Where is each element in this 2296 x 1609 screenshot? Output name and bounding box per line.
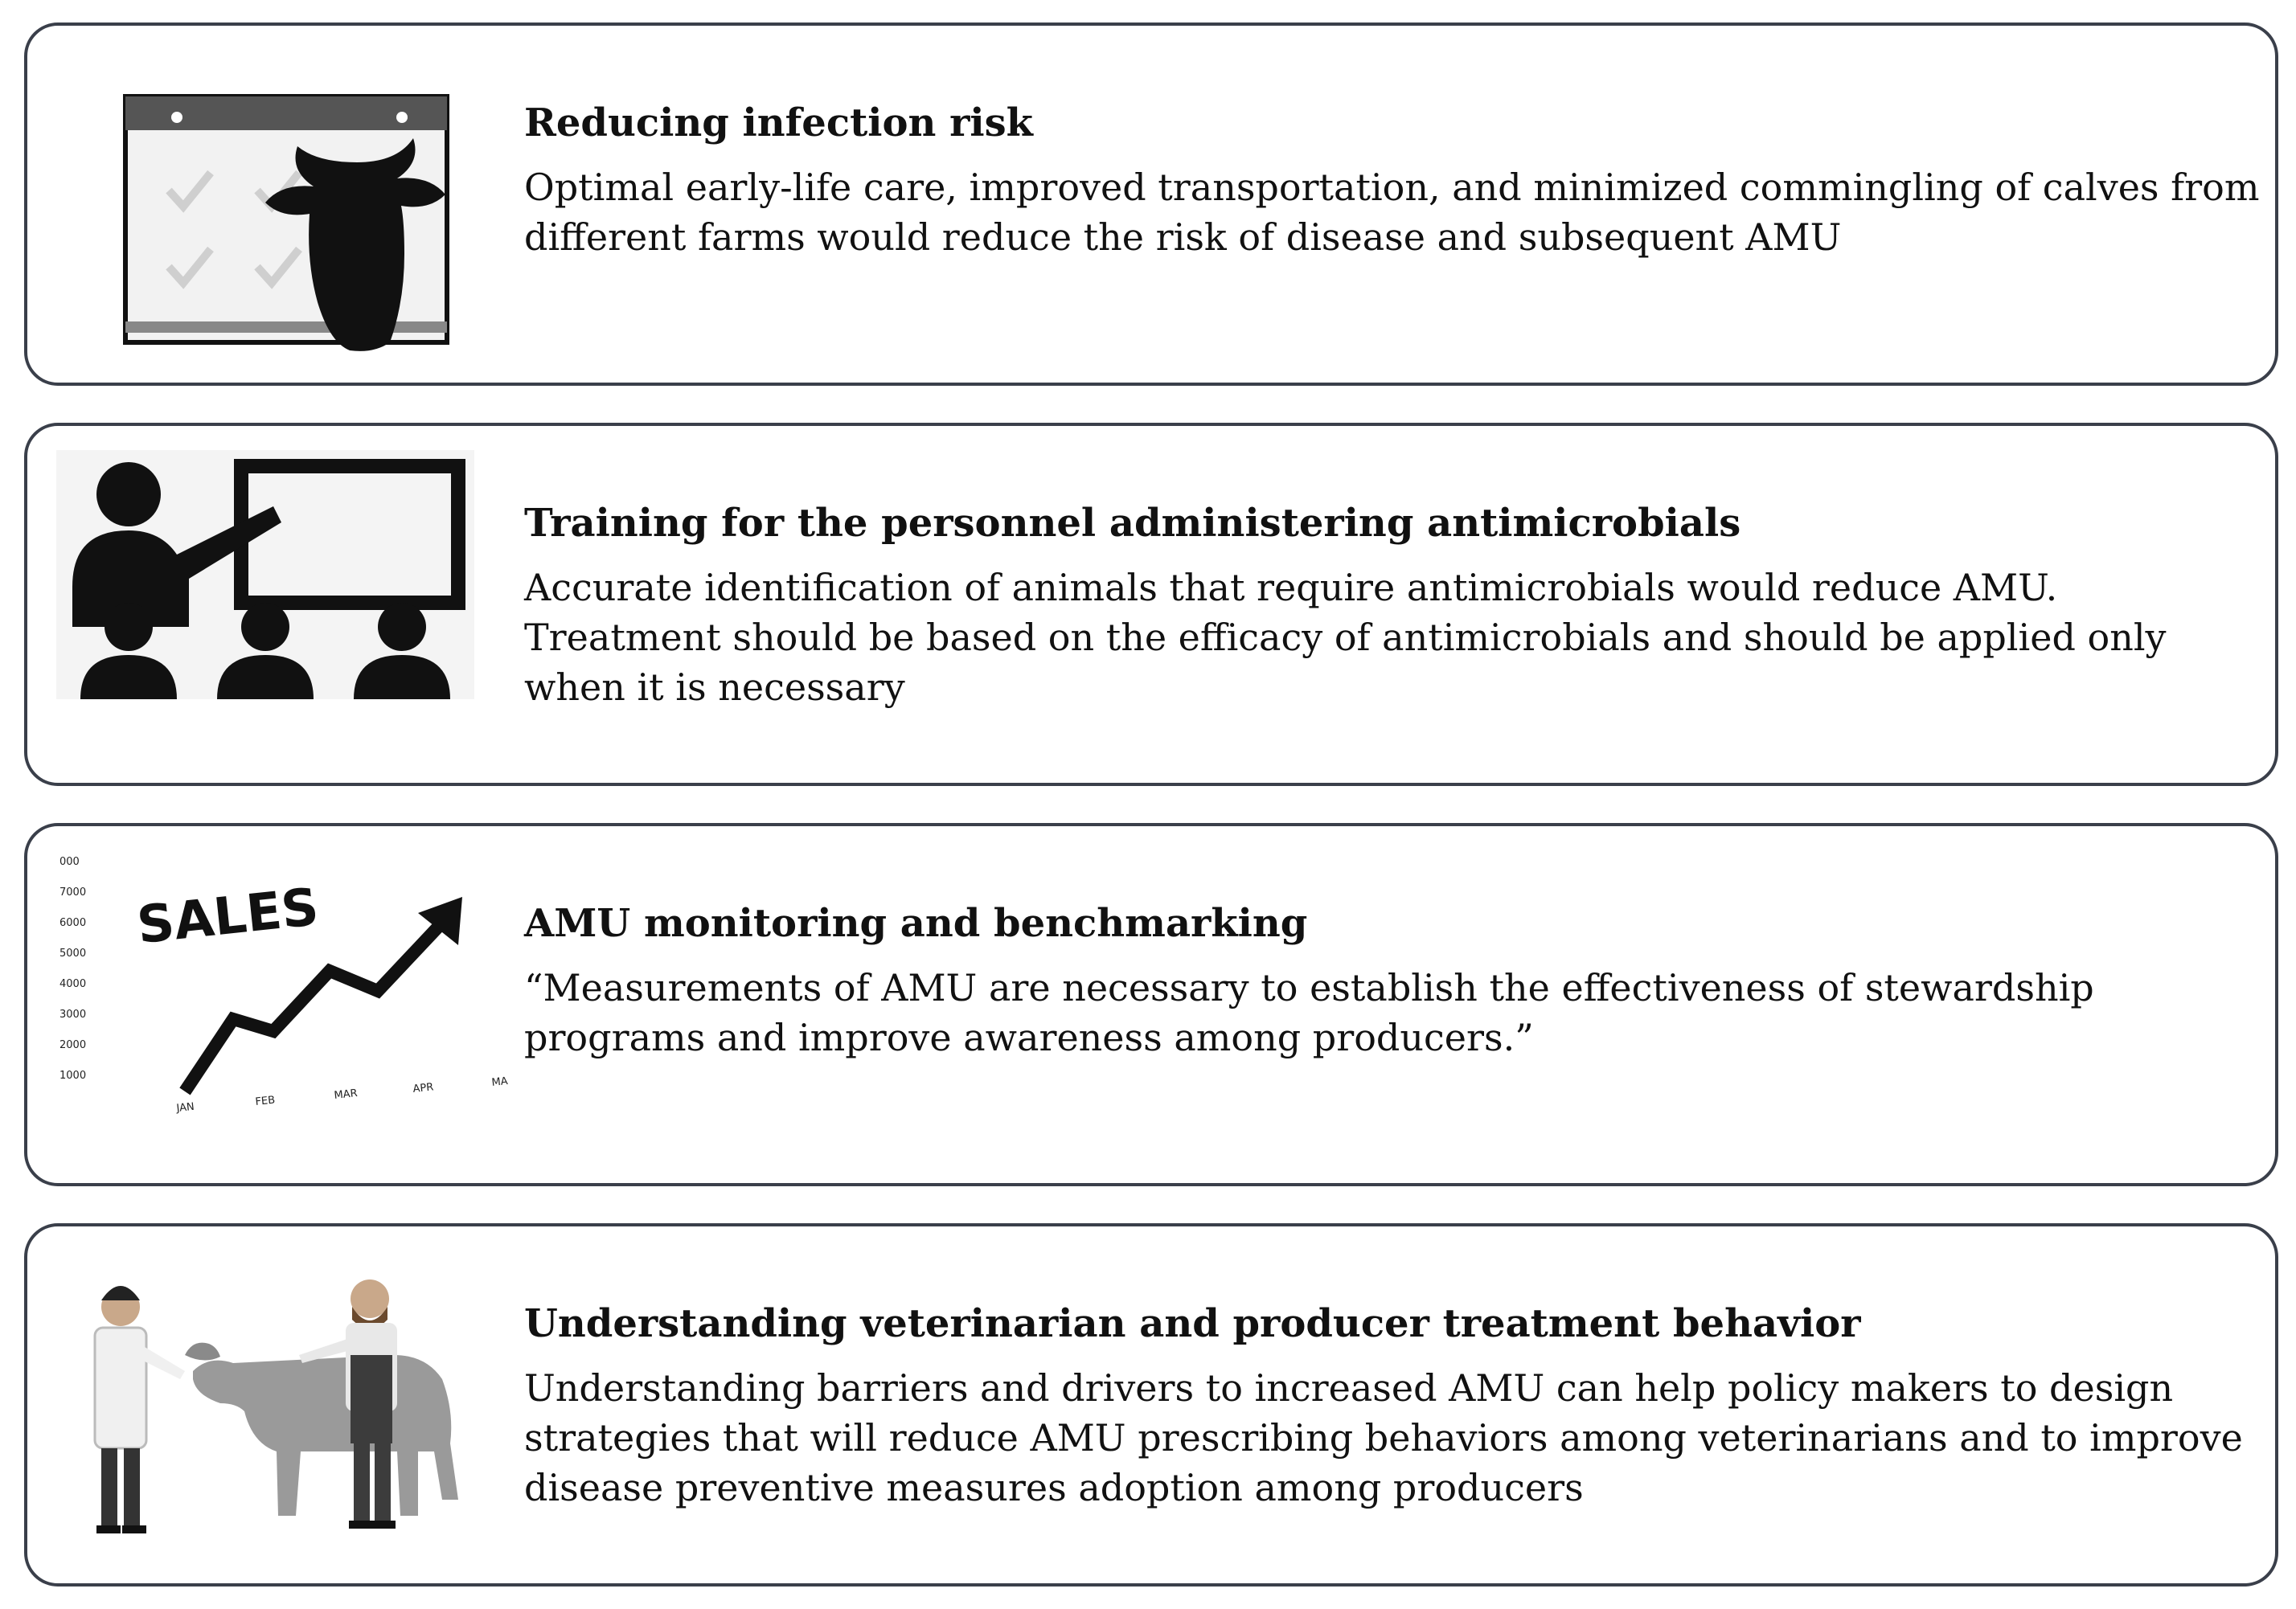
sales-x-tick: MA bbox=[490, 1075, 509, 1089]
panel-body: “Measurements of AMU are necessary to establish the effectiveness of stewardship programs and improve awareness among producers.” bbox=[524, 966, 2094, 1059]
sales-label: SALES bbox=[134, 877, 322, 956]
sales-x-tick: APR bbox=[412, 1081, 435, 1095]
calendar-cow-icon bbox=[56, 50, 523, 363]
panel-body: Accurate identification of animals that require antimicrobials would reduce AMU. Treatment should be based on the efficacy of antimicrobials and should be applied only when it is necessary bbox=[524, 566, 2167, 709]
vet-producer-cow-icon bbox=[56, 1251, 523, 1564]
training-presentation-icon bbox=[56, 450, 523, 764]
panel-vet-producer-behavior bbox=[24, 1223, 2278, 1586]
panel-body: Understanding barriers and drivers to increased AMU can help policy makers to design strategies that will reduce AMU prescribing behaviors among veterinarians and to improve disease preventive measures adoption among producers bbox=[524, 1366, 2243, 1509]
panel-training-personnel bbox=[24, 423, 2278, 786]
panel-title: Reducing infection risk bbox=[524, 100, 1033, 145]
sales-y-tick: 5000 bbox=[59, 948, 87, 960]
sales-y-tick: 6000 bbox=[59, 917, 87, 929]
sales-y-tick: 000 bbox=[59, 856, 80, 868]
sales-y-tick: 1000 bbox=[59, 1070, 87, 1082]
sales-x-tick: FEB bbox=[254, 1094, 276, 1108]
panel-amu-monitoring bbox=[24, 823, 2278, 1186]
sales-x-tick: MAR bbox=[333, 1087, 359, 1102]
panel-reducing-infection-risk bbox=[24, 23, 2278, 386]
sales-y-tick: 2000 bbox=[59, 1039, 87, 1051]
sales-x-tick: JAN bbox=[175, 1100, 195, 1115]
sales-y-tick: 7000 bbox=[59, 886, 87, 899]
panel-title: Understanding veterinarian and producer treatment behavior bbox=[524, 1301, 1861, 1346]
panel-title: AMU monitoring and benchmarking bbox=[524, 901, 1308, 946]
sales-y-tick: 4000 bbox=[59, 978, 87, 990]
sales-chart-icon bbox=[56, 850, 523, 1164]
panel-title: Training for the personnel administering antimicrobials bbox=[524, 501, 1741, 546]
panel-body: Optimal early-life care, improved transportation, and minimized commingling of calves from different farms would reduce the risk of disease and subsequent AMU bbox=[524, 166, 2260, 259]
sales-y-tick: 3000 bbox=[59, 1009, 87, 1021]
